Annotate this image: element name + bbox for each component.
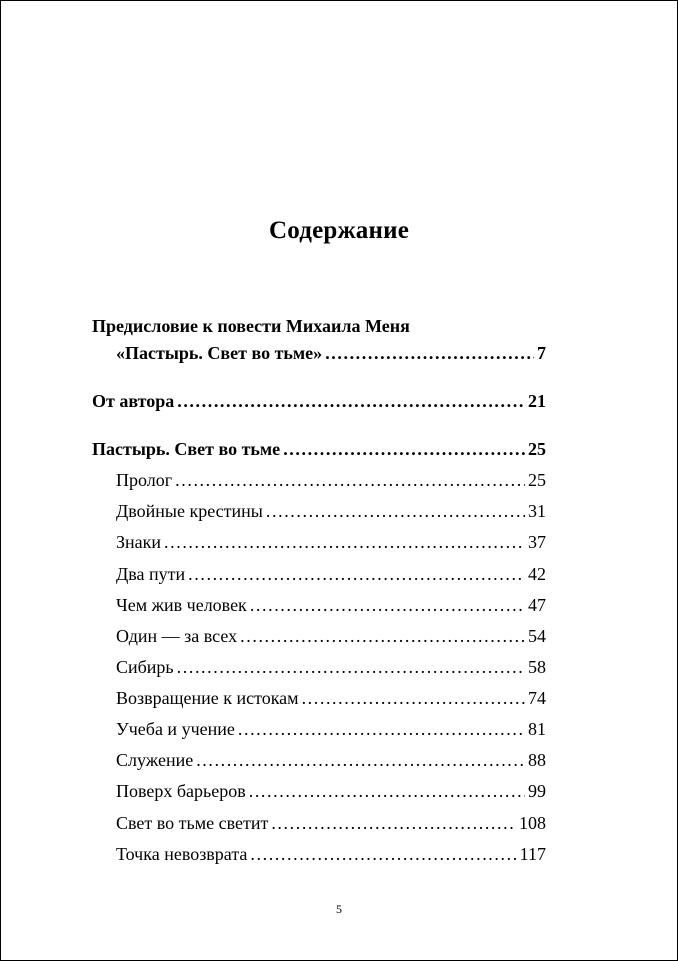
toc-entry-preface-line1: Предисловие к повести Михаила Меня <box>92 316 410 336</box>
toc-entry-chapter <box>116 500 546 522</box>
toc-entry-label: Учеба и учение <box>116 719 235 739</box>
dot-leader <box>271 812 516 834</box>
toc-entry-chapter <box>116 843 546 865</box>
dot-leader <box>240 625 525 647</box>
toc-entry-page: 108 <box>519 813 546 833</box>
toc-entry-chapter <box>116 812 546 834</box>
toc-entry-label: Два пути <box>116 564 186 584</box>
dot-leader <box>283 438 525 460</box>
toc-entry-page: 42 <box>528 564 546 584</box>
toc-entry-chapter <box>116 531 546 553</box>
toc-entry-chapter <box>116 594 546 616</box>
toc-entry-label: От автора <box>92 391 175 411</box>
toc-entry-chapter <box>116 625 546 647</box>
toc-entry-page: 25 <box>528 439 546 459</box>
dot-leader <box>238 718 525 740</box>
toc-entry-chapter <box>116 718 546 740</box>
toc-entry-chapter <box>116 656 546 678</box>
toc-entry-page: 117 <box>519 844 546 864</box>
toc-entry-label: Поверх барьеров <box>116 781 246 801</box>
toc-entry-label: Знаки <box>116 532 162 552</box>
dot-leader <box>164 531 525 553</box>
toc-entry-chapter <box>116 563 546 585</box>
dot-leader <box>177 390 525 412</box>
toc-entry-part <box>92 438 546 460</box>
toc-entry-label: Сибирь <box>116 657 174 677</box>
dot-leader <box>188 563 525 585</box>
toc-entry-page: 88 <box>528 750 546 770</box>
toc-entry-author <box>92 390 546 412</box>
toc-entry-page: 81 <box>528 719 546 739</box>
dot-leader <box>177 656 525 678</box>
toc-entry-label: Точка невозврата <box>116 844 248 864</box>
dot-leader <box>196 749 525 771</box>
toc-entry-chapter <box>116 749 546 771</box>
dot-leader <box>250 594 525 616</box>
toc-entry-page: 47 <box>528 595 546 615</box>
toc-entry-chapter <box>116 687 546 709</box>
dot-leader <box>302 687 525 709</box>
toc-entry-label: Возвращение к истокам <box>116 688 299 708</box>
toc-entry-page: 31 <box>528 501 546 521</box>
page-title: Содержание <box>268 217 409 244</box>
toc-entry-label: Пастырь. Свет во тьме <box>92 439 281 459</box>
toc-entry-page: 25 <box>528 470 546 490</box>
toc-entry-chapter <box>116 469 546 491</box>
toc-entry-page: 37 <box>528 532 546 552</box>
toc-entry-chapter <box>116 780 546 802</box>
toc-entry-label: Служение <box>116 750 194 770</box>
dot-leader <box>250 843 516 865</box>
toc-entry-label: Двойные крестины <box>116 501 263 521</box>
dot-leader <box>249 780 525 802</box>
toc-entry-page: 7 <box>537 343 546 363</box>
toc-entry-label: Чем жив человек <box>116 595 247 615</box>
dot-leader <box>266 500 525 522</box>
toc-entry-label: Свет во тьме светит <box>116 813 269 833</box>
page-number: 5 <box>336 902 342 916</box>
toc-entry-preface <box>116 342 546 364</box>
toc-entry-page: 58 <box>528 657 546 677</box>
dot-leader <box>325 342 534 364</box>
toc-entry-page: 74 <box>528 688 546 708</box>
toc-entry-label: Один — за всех <box>116 626 238 646</box>
toc-entry-page: 21 <box>528 391 546 411</box>
toc-entry-page: 54 <box>528 626 546 646</box>
dot-leader <box>175 469 525 491</box>
toc-entry-label: «Пастырь. Свет во тьме» <box>116 343 323 363</box>
toc-entry-label: Пролог <box>116 470 173 490</box>
toc-entry-page: 99 <box>528 781 546 801</box>
